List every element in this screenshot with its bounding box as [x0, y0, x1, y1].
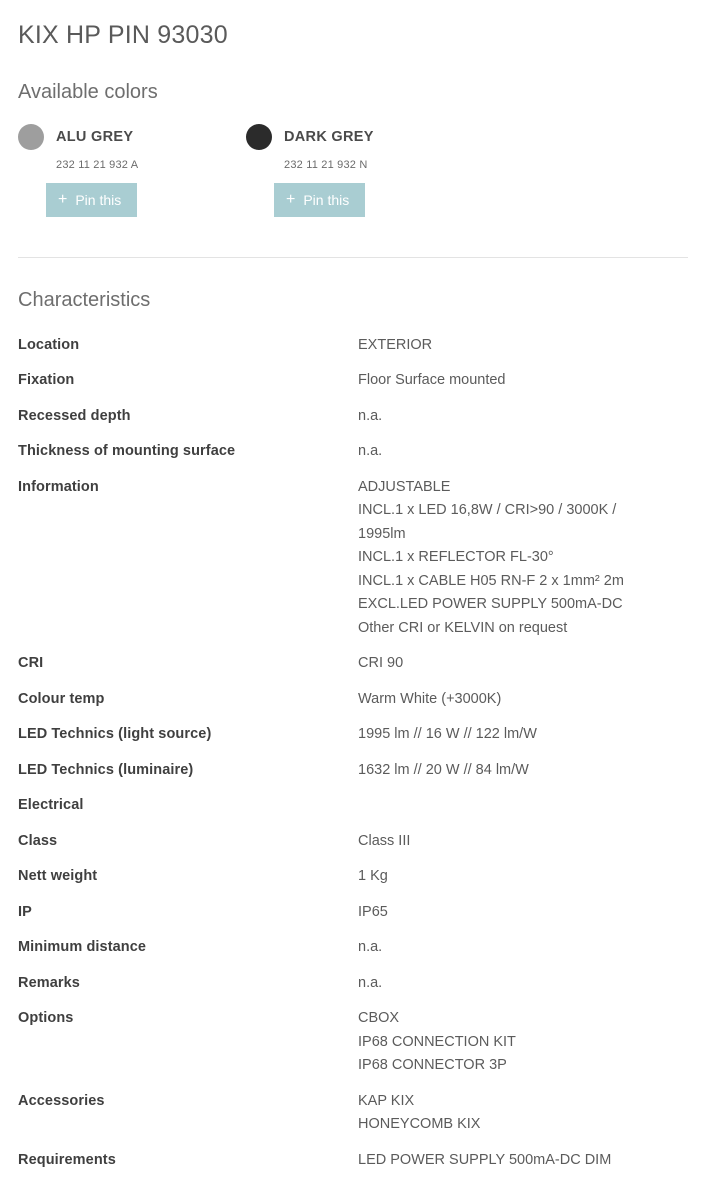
pin-this-label: Pin this [75, 192, 122, 208]
spec-label: Electrical [18, 797, 84, 814]
table-row [18, 652, 688, 687]
spec-label: Options [18, 1010, 74, 1027]
spec-value [358, 440, 688, 475]
spec-value [358, 936, 688, 971]
available-colors-list [18, 124, 688, 217]
spec-value-line: Floor Surface mounted [358, 372, 506, 389]
spec-value-line: IP65 [358, 903, 388, 920]
product-detail-page [0, 20, 706, 1184]
pin-this-label: Pin this [303, 192, 350, 208]
spec-value-line: Class III [358, 832, 411, 849]
spec-value-line: LED POWER SUPPLY 500mA-DC DIM [358, 1151, 612, 1168]
spec-label: Remarks [18, 974, 80, 991]
spec-label: CRI [18, 655, 44, 672]
color-code: 232 11 21 932 N [284, 159, 368, 171]
table-row [18, 936, 688, 971]
spec-value [358, 794, 688, 829]
available-colors-heading: Available colors [18, 81, 158, 103]
spec-value [358, 1007, 688, 1089]
spec-value [358, 334, 688, 369]
table-row [18, 688, 688, 723]
table-row [18, 334, 688, 369]
spec-value-line: 1995lm [358, 525, 406, 542]
color-swatch-icon [246, 124, 272, 150]
spec-value [358, 865, 688, 900]
table-row [18, 865, 688, 900]
spec-value-line: IP68 CONNECTOR 3P [358, 1057, 507, 1074]
plus-icon: + [286, 191, 296, 208]
spec-label: Minimum distance [18, 939, 147, 956]
spec-value-line: KAP KIX [358, 1092, 415, 1109]
spec-value-line: INCL.1 x CABLE H05 RN-F 2 x 1mm² 2m [358, 572, 624, 589]
table-row [18, 1007, 688, 1089]
spec-value-line: EXTERIOR [358, 337, 433, 353]
spec-value-line: 1995 lm // 16 W // 122 lm/W [358, 726, 537, 743]
spec-label: Fixation [18, 372, 75, 389]
characteristics-table [18, 334, 688, 1184]
color-code: 232 11 21 932 A [56, 159, 139, 171]
table-row [18, 759, 688, 794]
spec-label: Requirements [18, 1151, 116, 1168]
spec-value-line: IP68 CONNECTION KIT [358, 1033, 516, 1050]
spec-label: Information [18, 478, 99, 495]
spec-value-line: CBOX [358, 1010, 400, 1027]
spec-label: Colour temp [18, 690, 105, 707]
spec-value [358, 759, 688, 794]
spec-label: LED Technics (light source) [18, 726, 212, 743]
page-title: KIX HP PIN 93030 [18, 21, 228, 49]
spec-label: Thickness of mounting surface [18, 443, 236, 460]
pin-this-button[interactable] [46, 183, 137, 217]
spec-label: Accessories [18, 1092, 105, 1109]
spec-value [358, 830, 688, 865]
spec-value-line: INCL.1 x REFLECTOR FL-30° [358, 549, 554, 566]
table-row [18, 794, 688, 829]
spec-label: Location [18, 337, 80, 353]
color-name: ALU GREY [56, 129, 134, 145]
table-row [18, 1149, 688, 1184]
spec-value-line: n.a. [358, 443, 383, 460]
spec-value [358, 1149, 688, 1184]
spec-value [358, 688, 688, 723]
color-header [246, 124, 474, 150]
spec-value-line: INCL.1 x LED 16,8W / CRI>90 / 3000K / [358, 502, 617, 519]
spec-value-line: HONEYCOMB KIX [358, 1116, 481, 1133]
spec-value [358, 476, 688, 652]
spec-value [358, 723, 688, 758]
spec-value [358, 652, 688, 687]
spec-label: Nett weight [18, 868, 98, 885]
spec-value-line: CRI 90 [358, 655, 404, 672]
spec-value-line: 1632 lm // 20 W // 84 lm/W [358, 761, 529, 778]
table-row [18, 476, 688, 652]
spec-value-line [358, 794, 688, 817]
table-row [18, 901, 688, 936]
spec-value-line: n.a. [358, 939, 383, 956]
table-row [18, 723, 688, 758]
spec-value [358, 901, 688, 936]
spec-label: Recessed depth [18, 407, 131, 424]
color-swatch-icon [18, 124, 44, 150]
table-row [18, 1090, 688, 1149]
color-option-alu-grey [18, 124, 246, 217]
spec-label: Class [18, 832, 58, 849]
table-row [18, 440, 688, 475]
table-row [18, 972, 688, 1007]
color-name: DARK GREY [284, 129, 374, 145]
spec-value-line: EXCL.LED POWER SUPPLY 500mA-DC [358, 596, 623, 613]
plus-icon: + [58, 191, 68, 208]
table-row [18, 405, 688, 440]
spec-value-line: ADJUSTABLE [358, 478, 451, 495]
table-row [18, 830, 688, 865]
characteristics-heading: Characteristics [18, 289, 151, 311]
color-header [18, 124, 246, 150]
spec-value-line: Other CRI or KELVIN on request [358, 619, 568, 636]
table-row [18, 369, 688, 404]
spec-value-line: Warm White (+3000K) [358, 690, 502, 707]
spec-value-line: n.a. [358, 974, 383, 991]
spec-value-line: n.a. [358, 407, 383, 424]
spec-value [358, 405, 688, 440]
spec-value [358, 972, 688, 1007]
spec-label: LED Technics (luminaire) [18, 761, 194, 778]
section-divider [18, 257, 688, 258]
spec-value [358, 369, 688, 404]
spec-label: IP [18, 903, 32, 920]
spec-value [358, 1090, 688, 1149]
spec-value-line: 1 Kg [358, 868, 388, 885]
color-option-dark-grey [246, 124, 474, 217]
pin-this-button[interactable] [274, 183, 365, 217]
